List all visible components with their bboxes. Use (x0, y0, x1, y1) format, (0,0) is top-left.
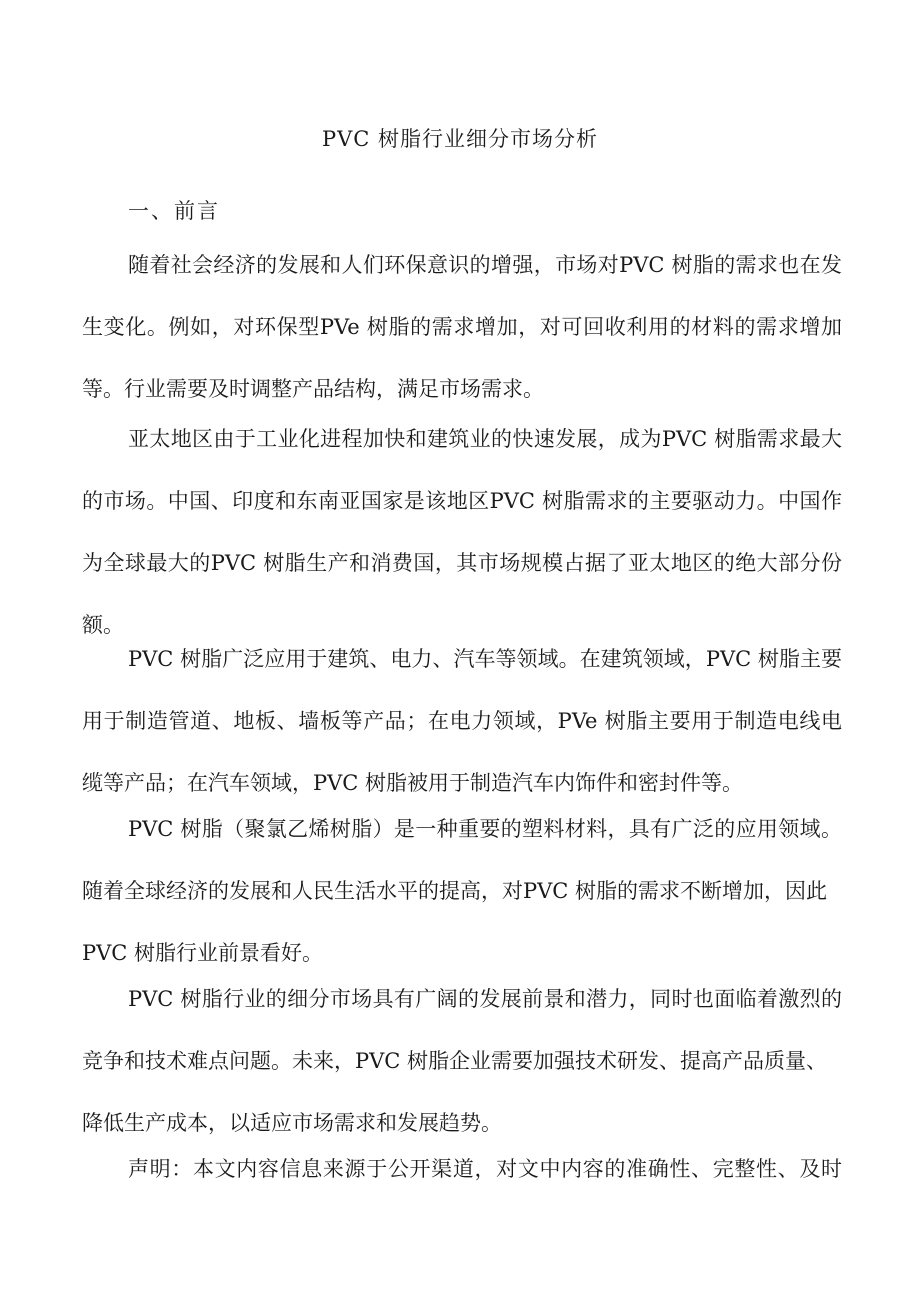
paragraph (82, 250, 842, 404)
paragraph-line: PVC 树脂行业的细分市场具有广阔的发展前景和潜力，同时也面临着激烈的 (128, 987, 842, 1011)
paragraph-line: 为全球最大的PVC 树脂生产和消费国，其市场规模占据了亚太地区的绝大部分份 (82, 551, 842, 575)
paragraph-line: 缆等产品；在汽车领域，PVC 树脂被用于制造汽车内饰件和密封件等。 (82, 771, 744, 795)
paragraph-line: 随着社会经济的发展和人们环保意识的增强，市场对PVC 树脂的需求也在发 (128, 253, 842, 277)
paragraph-line: 亚太地区由于工业化进程加快和建筑业的快速发展，成为PVC 树脂需求最大 (128, 427, 842, 451)
paragraph-line: 额。 (82, 613, 124, 637)
paragraph (82, 644, 842, 798)
paragraph (82, 424, 842, 640)
document-title: PVC 树脂行业细分市场分析 (321, 127, 599, 151)
paragraph-line: PVC 树脂广泛应用于建筑、电力、汽车等领域。在建筑领域，PVC 树脂主要 (128, 647, 842, 671)
paragraph-line: 用于制造管道、地板、墙板等产品；在电力领域，PVe 树脂主要用于制造电线电 (82, 709, 842, 733)
paragraph-line: 随着全球经济的发展和人民生活水平的提高，对PVC 树脂的需求不断增加，因此 (82, 879, 828, 903)
paragraph (82, 984, 842, 1138)
paragraph-line: 等。行业需要及时调整产品结构，满足市场需求。 (82, 377, 544, 401)
paragraph (82, 814, 842, 968)
paragraph-line: 降低生产成本，以适应市场需求和发展趋势。 (82, 1111, 502, 1135)
paragraph-line: PVC 树脂行业前景看好。 (82, 941, 324, 965)
paragraph-line: PVC 树脂（聚氯乙烯树脂）是一种重要的塑料材料，具有广泛的应用领域。 (128, 817, 842, 841)
paragraph-line: 生变化。例如，对环保型PVe 树脂的需求增加，对可回收利用的材料的需求增加 (82, 315, 842, 339)
paragraph-line: 竞争和技术难点问题。未来，PVC 树脂企业需要加强技术研发、提高产品质量、 (82, 1049, 828, 1073)
paragraph-line: 的市场。中国、印度和东南亚国家是该地区PVC 树脂需求的主要驱动力。中国作 (82, 489, 842, 513)
paragraph-line: 声明：本文内容信息来源于公开渠道，对文中内容的准确性、完整性、及时 (128, 1157, 842, 1181)
section-heading: 一、前言 (128, 199, 220, 223)
paragraph (82, 1154, 842, 1184)
